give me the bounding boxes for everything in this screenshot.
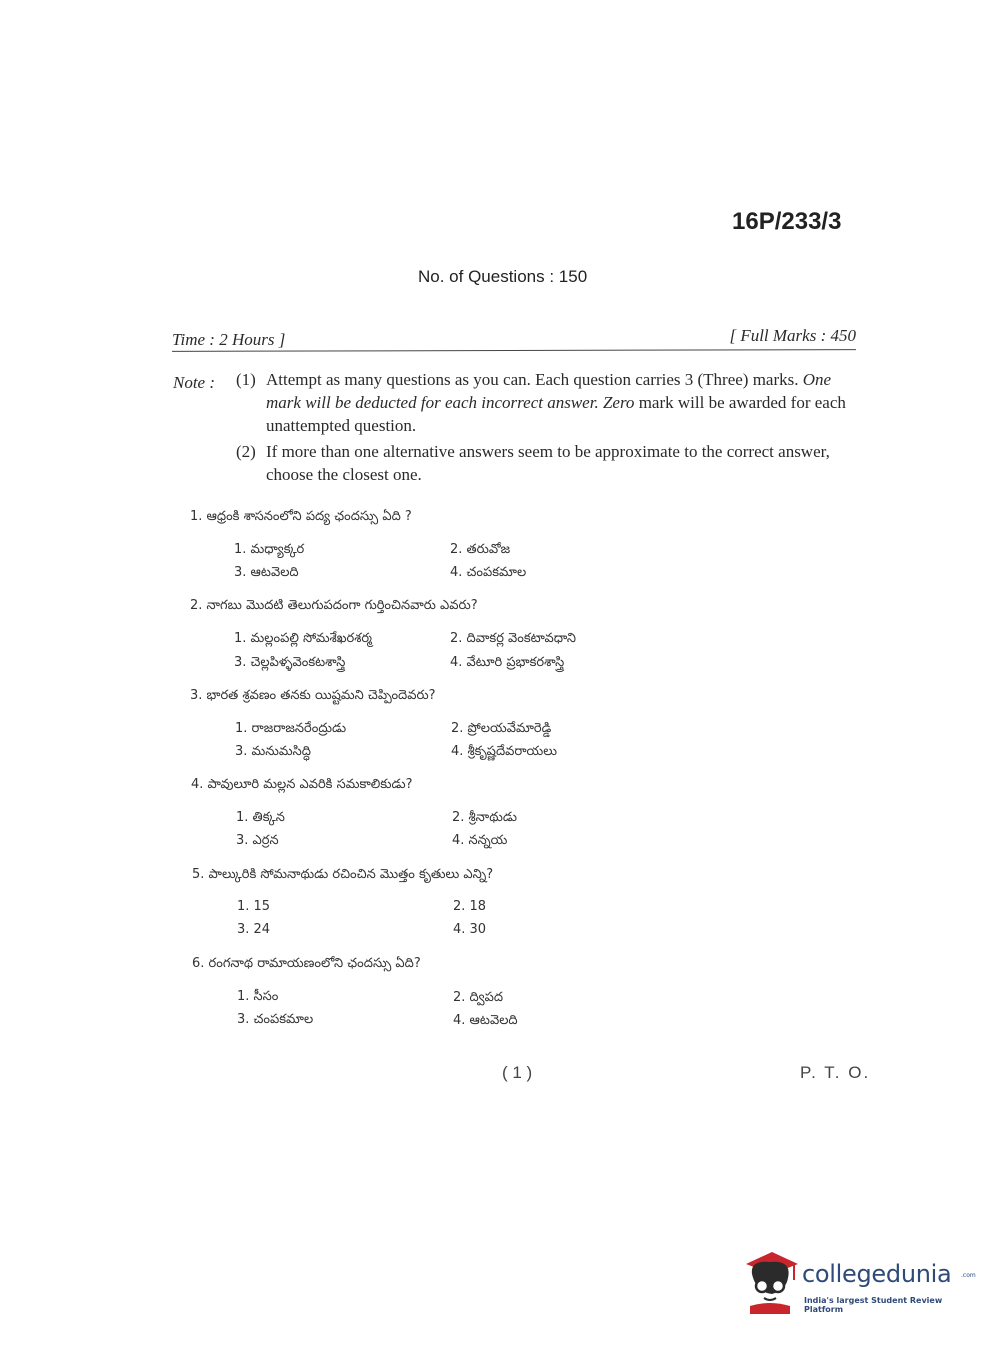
time-marks-row	[172, 326, 856, 350]
question-3: 3. భారత శ్రవణం తనకు యిష్టమని చెప్పిందెవరు?	[190, 688, 436, 703]
question-6-option-3: 3. చంపకమాల	[237, 1012, 314, 1027]
question-2-option-1: 1. మల్లంపల్లి సోమశేఖరశర్మ	[234, 631, 373, 646]
question-1-option-4: 4. చంపకమాల	[450, 565, 527, 580]
question-5-option-4: 4. 30	[453, 922, 487, 937]
mascot-icon	[742, 1250, 800, 1314]
note-text-emphasis: One mark will be deducted for each incorrect answer. Zero	[266, 370, 832, 412]
question-6-option-4: 4. ఆటవెలది	[453, 1013, 518, 1028]
question-1: 1. ఆధ్రంకి శాసనంలోని పద్య ఛందస్సు ఏది ?	[190, 509, 412, 524]
note-text-plain: mark will be awarded for each unattempted question.	[266, 393, 846, 435]
page-number: ( 1 )	[502, 1063, 533, 1082]
note-item-number: (2)	[236, 442, 256, 461]
note-text-plain: Attempt as many questions as you can. Each question carries 3 (Three) marks.	[266, 370, 803, 389]
note-item-text: If more than one alternative answers seem to be approximate to the correct answer, choose the closest one.	[266, 442, 830, 484]
note-item-number: (1)	[236, 370, 256, 389]
note-item-text	[266, 368, 856, 437]
question-3-option-4: 4. శ్రీకృష్ణదేవరాయలు	[451, 744, 557, 759]
logo-tagline: India's largest Student Review Platform	[804, 1296, 943, 1314]
question-1-option-1: 1. మధ్యాక్కర	[234, 542, 305, 557]
question-2-option-2: 2. దివాకర్ల వెంకటావధాని	[450, 631, 576, 646]
logo-wordmark: collegedunia	[802, 1260, 952, 1288]
full-marks: [ Full Marks : 450	[729, 326, 856, 345]
question-1-option-3: 3. ఆటవెలది	[234, 565, 299, 580]
note-item-2	[236, 440, 856, 486]
question-2: 2. నాగబు మొదటి తెలుగుపదంగా గుర్తించినవారు ఎవరు?	[190, 598, 478, 613]
question-2-option-4: 4. వేటూరి ప్రభాకరశాస్త్రి	[450, 655, 565, 670]
collegedunia-logo	[742, 1250, 976, 1314]
logo-domain-suffix: .com	[961, 1272, 976, 1279]
question-3-option-1: 1. రాజరాజనరేంద్రుడు	[235, 721, 347, 736]
question-4-option-3: 3. ఎర్రన	[236, 833, 279, 848]
question-5: 5. పాల్కురికి సోమనాథుడు రచించిన మొత్తం కృతులు ఎన్ని?	[192, 867, 494, 882]
note-label: Note :	[173, 373, 216, 392]
note-item-1	[236, 368, 856, 437]
number-of-questions: No. of Questions : 150	[418, 267, 588, 286]
question-4-option-1: 1. తిక్కన	[236, 810, 285, 825]
time-allowed: Time : 2 Hours ]	[172, 330, 286, 349]
question-3-option-3: 3. మనుమసిద్ధి	[235, 744, 311, 759]
question-4-option-4: 4. నన్నయ	[452, 833, 508, 848]
question-5-option-2: 2. 18	[453, 899, 487, 914]
question-2-option-3: 3. చెల్లపిళ్ళవెంకటశాస్త్రి	[234, 655, 346, 670]
question-1-option-2: 2. తరువోజ	[450, 542, 511, 557]
question-4-option-2: 2. శ్రీనాథుడు	[452, 810, 517, 825]
question-6-option-2: 2. ద్విపద	[453, 990, 503, 1005]
question-6: 6. రంగనాథ రామాయణంలోని ఛందస్సు ఏది?	[192, 956, 421, 971]
please-turn-over: P. T. O.	[800, 1063, 871, 1082]
question-5-option-3: 3. 24	[237, 922, 271, 937]
question-3-option-2: 2. ప్రోలయవేమారెడ్డి	[451, 721, 552, 736]
question-6-option-1: 1. సీసం	[237, 989, 279, 1004]
question-5-option-1: 1. 15	[237, 899, 271, 914]
question-4: 4. పావులూరి మల్లన ఎవరికి సమకాలికుడు?	[191, 777, 413, 792]
paper-code: 16P/233/3	[732, 208, 842, 235]
